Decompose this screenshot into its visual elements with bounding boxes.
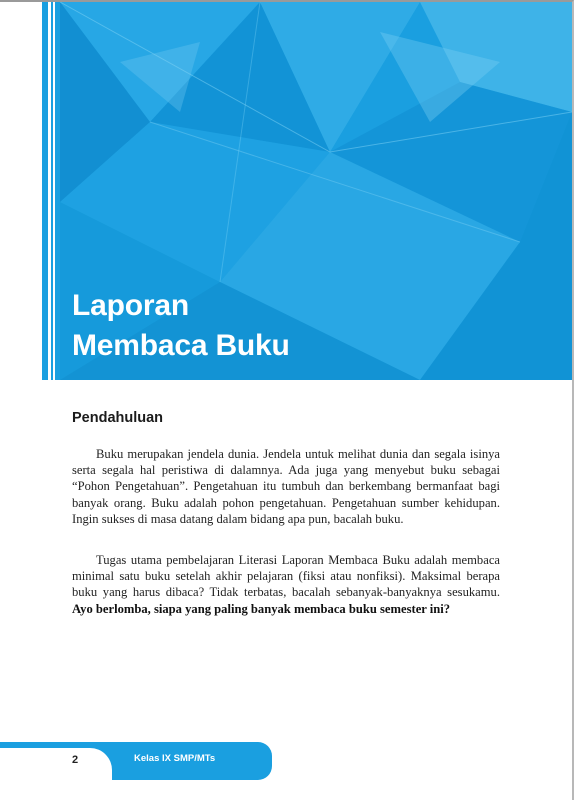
body-paragraph-2 (72, 552, 500, 617)
body-paragraph-1: Buku merupakan jendela dunia. Jendela untuk melihat dunia dan segala isinya serta segala hal peristiwa di dalamnya. Ada juga yang menyebut buku sebagai “Pohon Pengetahuan”. Pengetahuan itu tumbuh dan berkembang bermanfaat bagi banyak orang. Buku adalah pohon pengetahuan. Pengetahuan sumber kehidupan. Ingin sukses di masa datang dalam bidang apa pun, bacalah buku. (72, 447, 500, 526)
page-number: 2 (72, 754, 79, 766)
spine-line (48, 2, 51, 380)
chapter-header-banner (0, 2, 572, 380)
chapter-title-line-1: Laporan (72, 289, 189, 322)
paragraph-2-bold-callout: Ayo berlomba, siapa yang paling banyak membaca buku semester ini? (72, 601, 451, 616)
paragraph-2-text: Tugas utama pembelajaran Literasi Laporan Membaca Buku adalah membaca minimal satu buku setelah akhir pelajaran (fiksi atau nonfiksi). Maksimal berapa buku yang harus dibaca? Tidak terbatas, bacalah sebanyak-banyaknya sesukamu. (72, 553, 500, 600)
chapter-title (72, 286, 290, 366)
footer-page-number-area (0, 748, 112, 800)
spine-left-margin (0, 2, 42, 380)
section-heading: Pendahuluan (72, 410, 164, 426)
footer-book-label: Kelas IX SMP/MTs (134, 753, 216, 764)
chapter-title-line-2: Membaca Buku (72, 329, 290, 362)
spine-line (53, 2, 55, 380)
